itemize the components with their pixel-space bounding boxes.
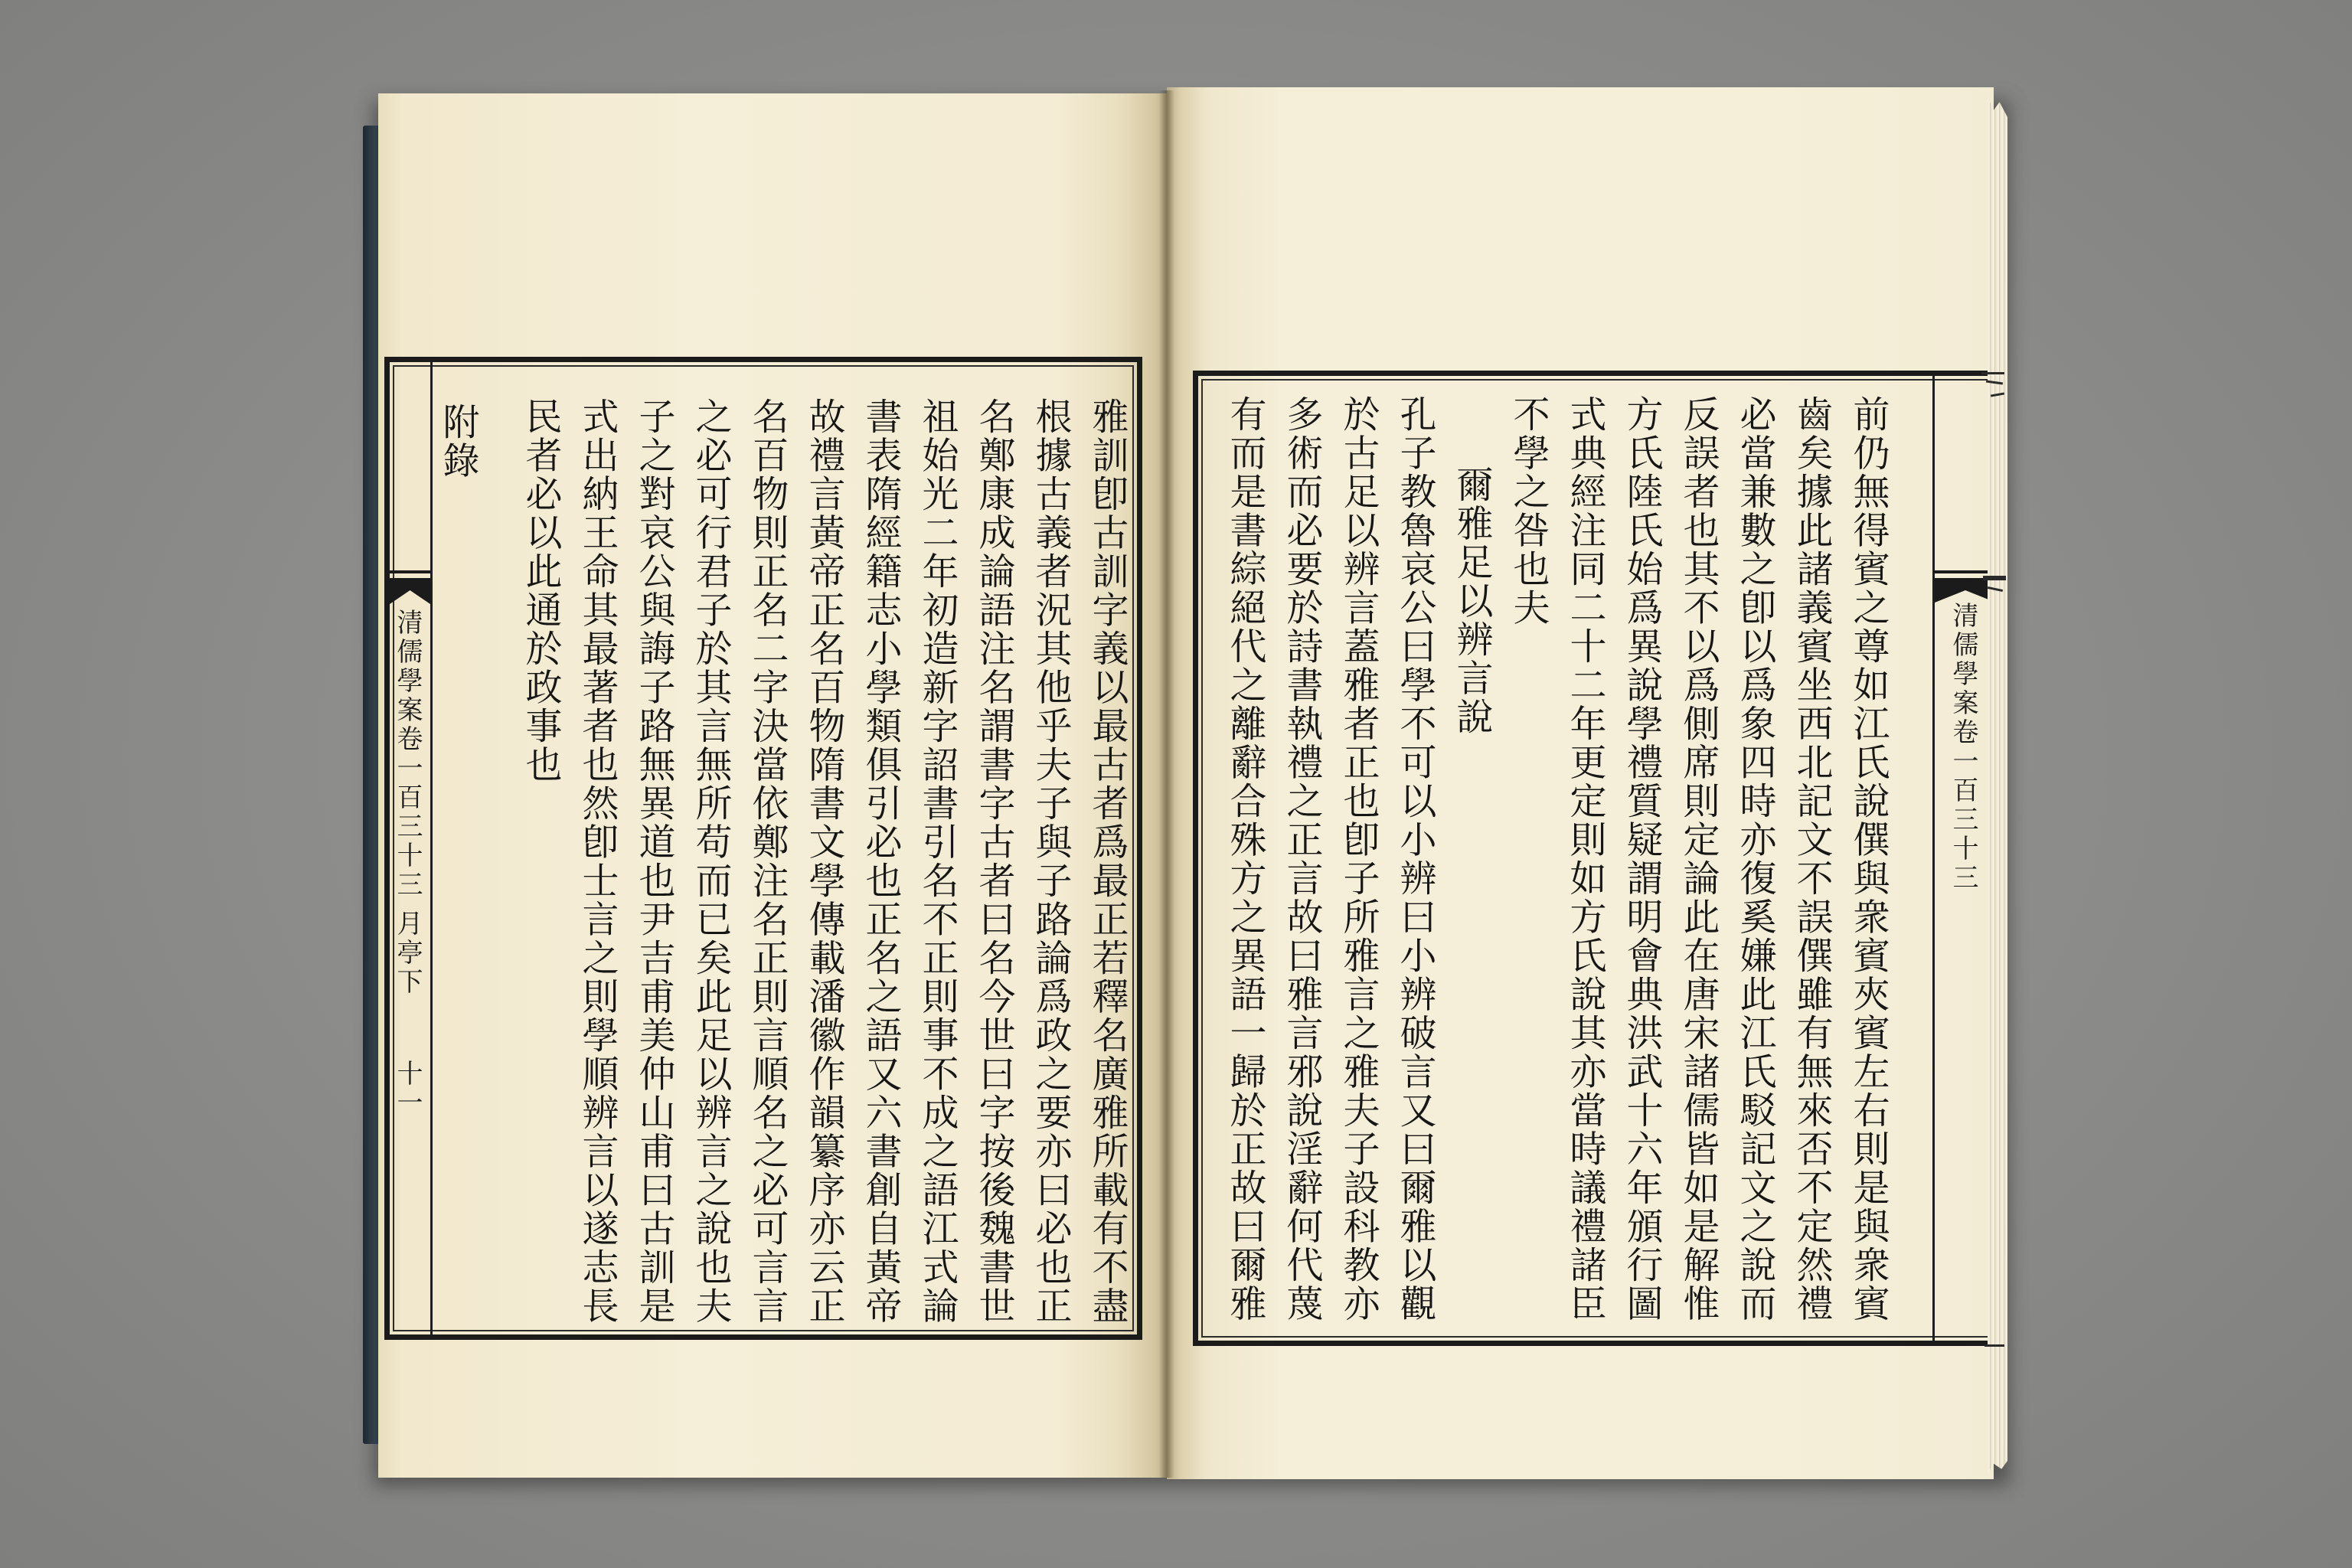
text-column: 子之對哀公與誨子路無異道也尹吉甫美仲山甫曰古訓是: [632, 397, 675, 1325]
left-page-text-block: [512, 397, 1135, 1331]
text-column: 祖始光二年初造新字詔書引名不正則事不成之語江式論: [916, 397, 959, 1325]
text-column: 之必可行君子於其言無所苟而已矣此足以辨言之說也夫: [689, 397, 732, 1325]
text-column: 式出納王命其最著者也然卽士言之則學順辨言以遂志長: [576, 397, 619, 1325]
text-column: 不學之咎也夫: [1507, 395, 1550, 627]
text-column: 多術而必要於詩書執禮之正言故曰雅言邪說淫辭何代蔑: [1280, 395, 1323, 1323]
text-column: 民者必以此通於政事也: [519, 397, 562, 784]
left-banxin-section: 月亭下: [392, 910, 423, 997]
text-column: 方氏陸氏始爲異說學禮質疑謂明會典洪武十六年頒行圖: [1620, 395, 1663, 1323]
right-page: [1167, 87, 1994, 1479]
section-heading: 爾雅足以辨言說: [1450, 466, 1493, 737]
right-banxin-rule: [1932, 376, 1935, 1341]
underlying-frame-edge: [1984, 1344, 2004, 1347]
text-column: 前仍無得賓之尊如江氏說僎與衆賓夾賓左右則是與衆賓: [1847, 395, 1890, 1323]
text-column: 名百物則正名二字決當依鄭注名正則言順名之必可言言: [746, 397, 789, 1325]
left-banxin-title: 清儒學案卷一百三十三: [392, 609, 423, 900]
underlying-frame-edge: [1981, 372, 2004, 374]
text-column: 故禮言黃帝正名百物隋書文學傳載潘徽作韻纂序亦云正: [802, 397, 845, 1325]
left-fish-tail-mark: [390, 570, 430, 606]
page-stack-edge: [1988, 96, 2007, 1475]
text-column: 雅訓卽古訓字義以最古者爲最正若釋名廣雅所載有不盡: [1086, 397, 1129, 1325]
appendix-heading: 附錄: [436, 403, 479, 480]
spine-fold: [1159, 90, 1174, 1478]
text-column: 反誤者也其不以爲側席則定論此在唐宋諸儒皆如是解惟: [1677, 395, 1720, 1323]
left-banxin-rule: [430, 362, 433, 1334]
left-page: [378, 93, 1167, 1478]
text-column: 書表隋經籍志小學類俱引必也正名之語又六書創自黃帝: [859, 397, 902, 1325]
text-column: 名鄭康成論語注名謂書字古者曰名今世曰字按後魏書世: [972, 397, 1015, 1325]
left-banxin-page-number: 十一: [392, 1060, 423, 1118]
text-column: 齒矣據此諸義賓坐西北記文不誤僎雖有無來否不定然禮: [1790, 395, 1833, 1323]
text-column: 於古足以辨言蓋雅者正也卽子所雅言之雅夫子設科教亦: [1337, 395, 1380, 1323]
text-column: 式典經注同二十二年更定則如方氏說其亦當時議禮諸臣: [1563, 395, 1606, 1323]
text-column: 有而是書綜絕代之離辭合殊方之異語一歸於正故曰爾雅: [1223, 395, 1266, 1323]
underlying-fish-tail-edge: [1983, 576, 2006, 580]
text-column: 孔子教魯哀公曰學不可以小辨曰小辨破言又曰爾雅以觀: [1393, 395, 1436, 1323]
text-column: 根據古義者況其他乎夫子與子路論爲政之要亦曰必也正: [1029, 397, 1072, 1325]
right-page-text-block: [1217, 395, 1896, 1329]
text-column: 必當兼數之卽以爲象四時亦復奚嫌此江氏駁記文之說而: [1733, 395, 1776, 1323]
right-banxin-title: 清儒學案卷一百三十三: [1948, 602, 1978, 893]
